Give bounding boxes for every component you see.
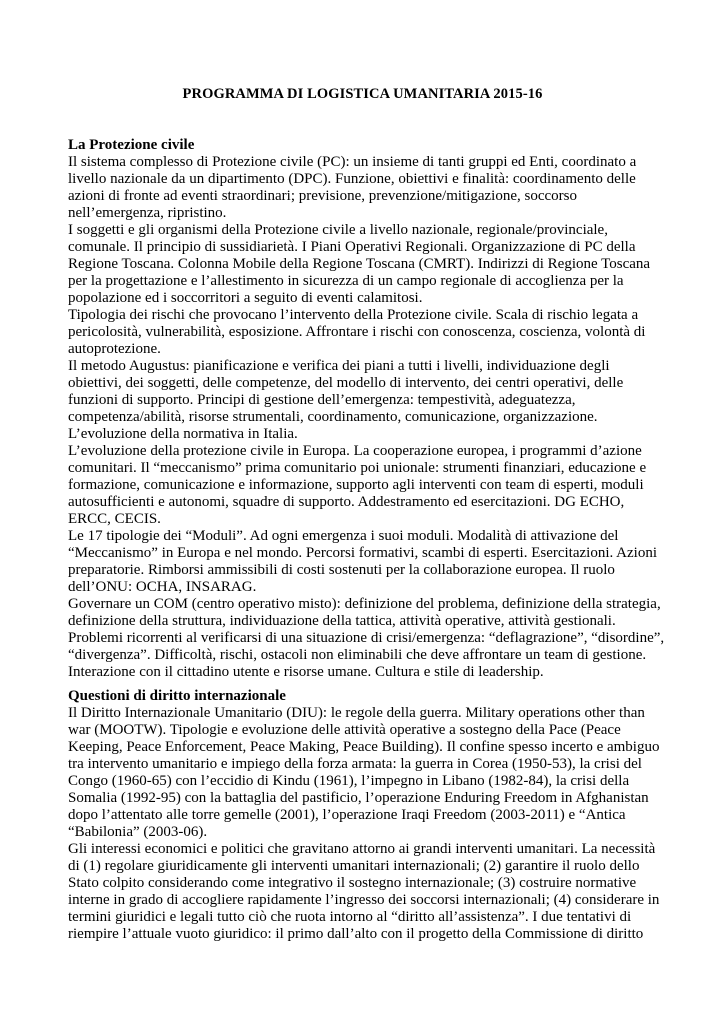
paragraph: L’evoluzione della normativa in Italia. xyxy=(68,426,298,442)
document-title: PROGRAMMA DI LOGISTICA UMANITARIA 2015-16 xyxy=(182,86,543,102)
section-protezione-civile xyxy=(68,137,666,681)
paragraph: Il Diritto Internazionale Umanitario (DIU): le regole della guerra. Military operations other than war (MOOTW). Tipologie e evoluzione delle attività operative a sostegno della Pace (Peace Keeping, Peace Enforcement, Peace Making, Peace Building). Il confine spesso incerto e ambiguo tra intervento umanitario e impiego della forza armata: la guerra in Corea (1950-53), la crisi del Congo (1960-65) con l’eccidio di Kindu (1961), l’impegno in Libano (1982-84), la crisi della Somalia (1992-95) con la battaglia del pastificio, l’operazione Enduring Freedom in Afghanistan dopo l’attentato alle torre gemelle (2001), l’operazione Iraqi Freedom (2003-2011) e “Antica “Babilonia” (2003-06). xyxy=(68,705,660,840)
section-heading: Questioni di diritto internazionale xyxy=(68,688,286,704)
section-heading: La Protezione civile xyxy=(68,137,195,153)
paragraph: Gli interessi economici e politici che gravitano attorno ai grandi interventi umanitari. La necessità di (1) regolare giuridicamente gli interventi umanitari internazionali; (2) garantire il ruolo dello Stato colpito considerando come integrativo il sostegno internazionale; (3) costruire normative interne in grado di accogliere rapidamente l’ingresso dei soccorsi internazionali; (4) considerare in termini giuridici e legali tutto ciò che ruota intorno al “diritto all’assistenza”. I due tentativi di riempire l’attuale vuoto giuridico: il primo dall’alto con il progetto della Commissione di diritto xyxy=(68,841,660,942)
paragraph: Il metodo Augustus: pianificazione e verifica dei piani a tutti i livelli, individuazione degli obiettivi, dei soggetti, delle competenze, del modello di intervento, dei centri operativi, delle funzioni di supporto. Principi di gestione dell’emergenza: tempestività, adeguatezza, competenza/abilità, risorse strumentali, coordinamento, comunicazione, organizzazione. xyxy=(68,358,624,425)
paragraph: Le 17 tipologie dei “Moduli”. Ad ogni emergenza i suoi moduli. Modalità di attivazione del “Meccanismo” in Europa e nel mondo. Percorsi formativi, scambi di esperti. Esercitazioni. Azioni preparatorie. Rimborsi ammissibili di costi sostenuti per la collaborazione europea. Il ruolo dell’ONU: OCHA, INSARAG. xyxy=(68,528,657,595)
paragraph: Governare un COM (centro operativo misto): definizione del problema, definizione della strategia, definizione della struttura, individuazione della tattica, attività operative, attività gestionali. Problemi ricorrenti al verificarsi di una situazione di crisi/emergenza: “deflagrazione”, “disordine”, “divergenza”. Difficoltà, rischi, ostacoli non eliminabili che deve affrontare un team di gestione. Interazione con il cittadino utente e risorse umane. Cultura e stile di leadership. xyxy=(68,596,665,680)
paragraph: Tipologia dei rischi che provocano l’intervento della Protezione civile. Scala di rischio legata a pericolosità, vulnerabilità, esposizione. Affrontare i rischi con conoscenza, coscienza, volontà di autoprotezione. xyxy=(68,307,646,357)
paragraph: I soggetti e gli organismi della Protezione civile a livello nazionale, regionale/provinciale, comunale. Il principio di sussidiarietà. I Piani Operativi Regionali. Organizzazione di PC della Regione Toscana. Colonna Mobile della Regione Toscana (CMRT). Indirizzi di Regione Toscana per la progettazione e l’allestimento in sicurezza di un campo regionale di accoglienza per la popolazione ed i soccorritori a seguito di eventi calamitosi. xyxy=(68,222,651,306)
paragraph: L’evoluzione della protezione civile in Europa. La cooperazione europea, i programmi d’azione comunitari. Il “meccanismo” prima comunitario poi unionale: strumenti finanziari, educazione e formazione, comunicazione e informazione, supporto agli interventi con team di esperti, moduli autosufficienti e autonomi, squadre di supporto. Addestramento ed esercitazioni. DG ECHO, ERCC, CECIS. xyxy=(68,443,647,527)
section-diritto-internazionale xyxy=(68,688,666,943)
paragraph: Il sistema complesso di Protezione civile (PC): un insieme di tanti gruppi ed Enti, coordinato a livello nazionale da un dipartimento (DPC). Funzione, obiettivi e finalità: coordinamento delle azioni di fronte ad eventi straordinari; previsione, prevenzione/mitigazione, soccorso nell’emergenza, ripristino. xyxy=(68,154,637,221)
